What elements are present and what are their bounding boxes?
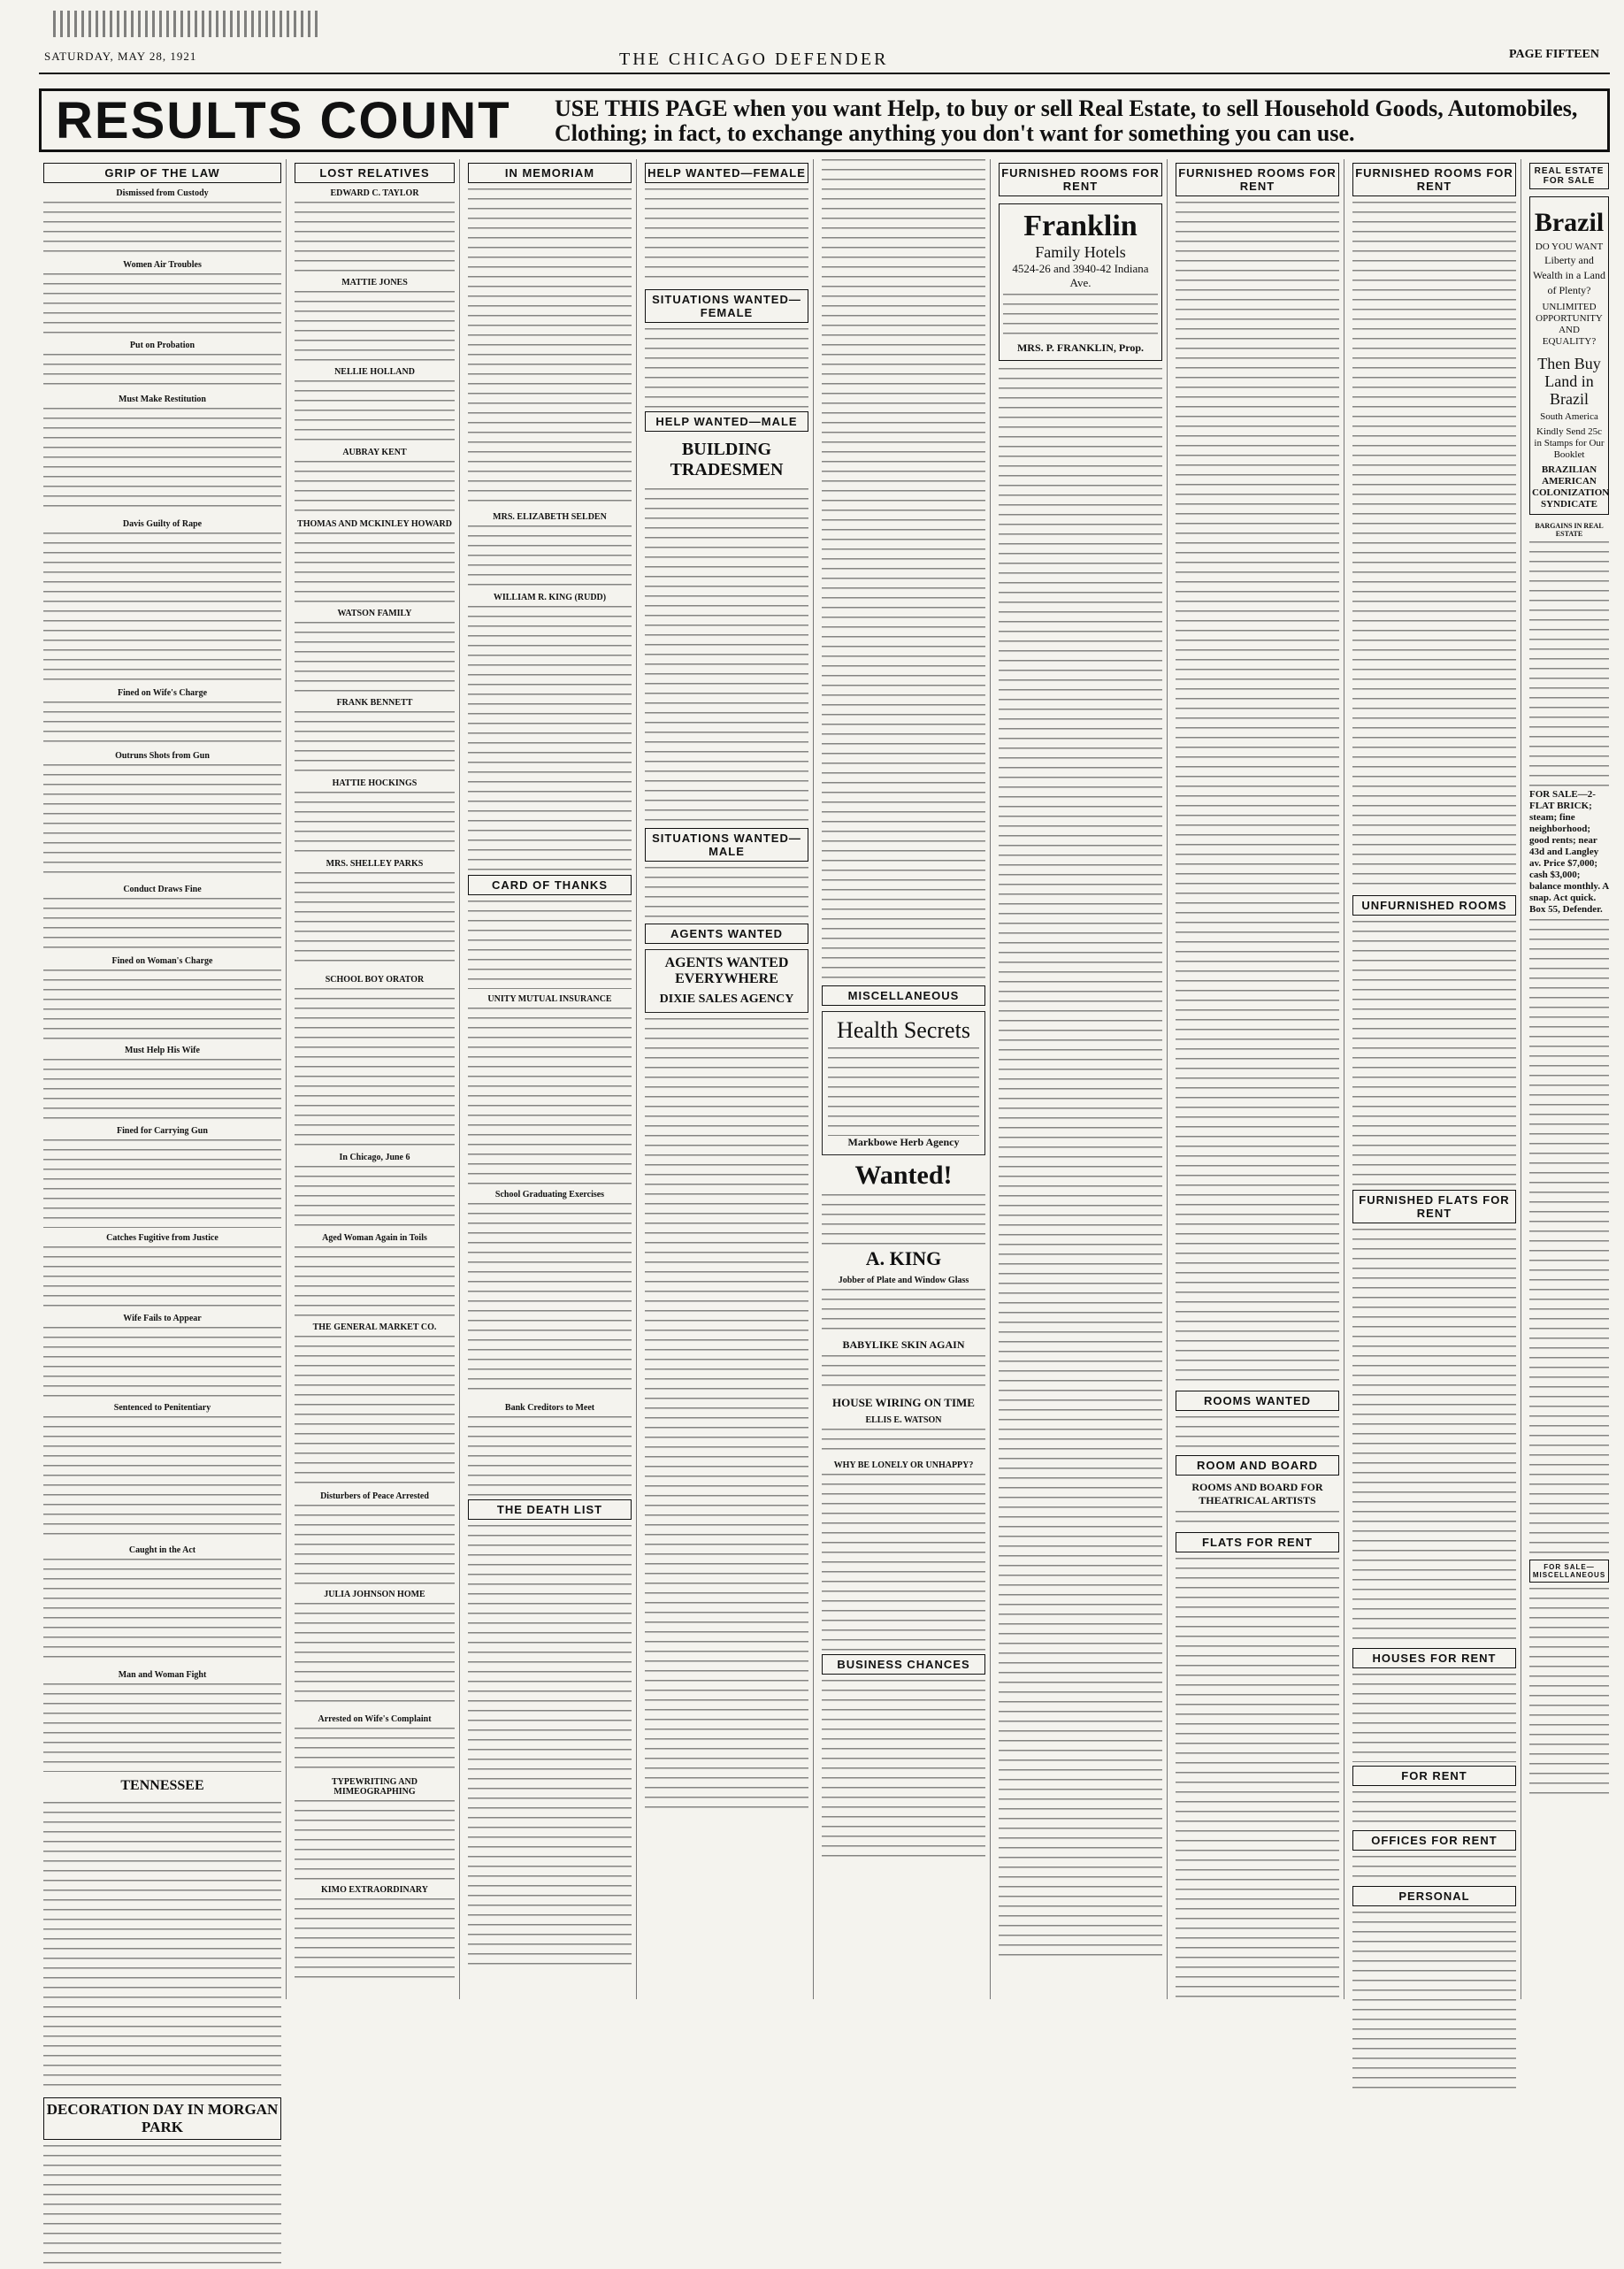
for-sale-ad: FOR SALE—2-FLAT BRICK; steam; fine neighborhood; good rents; near 43d and Langley av. Price $7,000; cash $3,000; balance monthly. A snap. Act quick. Box 55, Defender.: [1529, 789, 1609, 915]
text-lines: [295, 1800, 455, 1880]
item-subhead: Fined on Woman's Charge: [111, 956, 213, 966]
section-heading: IN MEMORIAM: [468, 163, 632, 183]
item-subhead: THOMAS AND MCKINLEY HOWARD: [297, 519, 452, 529]
column-miscellaneous: [817, 159, 991, 1999]
masthead-ornament: [53, 11, 318, 37]
item-subhead: Arrested on Wife's Complaint: [318, 1714, 432, 1724]
masthead: [0, 0, 1624, 81]
item-subhead: MATTIE JONES: [341, 278, 408, 287]
item-list: [43, 188, 281, 1772]
brazil-want: DO YOU WANT: [1535, 241, 1604, 252]
text-lines: [43, 1246, 281, 1308]
column-furnished-rooms-2: [1171, 159, 1344, 1999]
text-lines: [645, 867, 808, 920]
section-heading: GRIP OF THE LAW: [43, 163, 281, 183]
babylike-title: BABYLIKE SKIN AGAIN: [842, 1338, 965, 1351]
text-lines: [295, 1336, 455, 1486]
item-subhead: Wife Fails to Appear: [123, 1314, 202, 1323]
lonely-title: WHY BE LONELY OR UNHAPPY?: [833, 1460, 974, 1470]
death-list-heading: THE DEATH LIST: [468, 1499, 632, 1520]
text-lines: [295, 1505, 455, 1584]
item-subhead: FRANK BENNETT: [336, 698, 413, 708]
text-lines: [295, 1246, 455, 1317]
text-lines: [295, 1898, 455, 1978]
brazil-title: Brazil: [1534, 208, 1605, 237]
room-board-heading: ROOM AND BOARD: [1176, 1455, 1339, 1476]
text-lines: [43, 898, 281, 951]
item-subhead: Fined for Carrying Gun: [117, 1126, 208, 1136]
brazil-ad: [1529, 196, 1609, 515]
text-lines: [822, 1289, 985, 1333]
banner-text: USE THIS PAGE when you want Help, to buy or sell Real Estate, to sell Household Goods, Automobiles, Clothing; in fact, to exchange anything you don't want for something you can use.: [555, 96, 1578, 146]
misc-heading: MISCELLANEOUS: [822, 985, 985, 1006]
wanted-title: Wanted!: [854, 1161, 953, 1190]
text-lines: [43, 970, 281, 1040]
misc-sale-heading: FOR SALE—MISCELLANEOUS: [1529, 1560, 1609, 1583]
text-lines: [295, 988, 455, 1147]
item-subhead: HATTIE HOCKINGS: [332, 778, 417, 788]
text-lines: [1352, 1229, 1516, 1644]
item-subhead: EDWARD C. TAYLOR: [330, 188, 419, 198]
text-lines: [645, 488, 808, 824]
column-furnished-rooms-3: [1348, 159, 1521, 1999]
franklin-prop: MRS. P. FRANKLIN, Prop.: [1016, 341, 1144, 354]
card-of-thanks-heading: CARD OF THANKS: [468, 875, 632, 895]
text-lines: [295, 461, 455, 514]
text-lines: [43, 273, 281, 335]
brazil-unlimited: UNLIMITED OPPORTUNITY AND EQUALITY?: [1536, 302, 1603, 347]
item-subhead: In Chicago, June 6: [339, 1153, 410, 1162]
item-subhead: TYPEWRITING AND MIMEOGRAPHING: [332, 1777, 417, 1797]
text-lines: [468, 1525, 632, 1967]
situations-female-heading: SITUATIONS WANTED—FEMALE: [645, 289, 808, 323]
text-lines: [1003, 294, 1158, 338]
column-lost-relatives: [290, 159, 460, 1999]
text-lines: [468, 1203, 632, 1398]
text-lines: [468, 901, 632, 989]
text-lines: [43, 764, 281, 879]
offices-heading: OFFICES FOR RENT: [1352, 1830, 1516, 1851]
text-lines: [1529, 919, 1609, 1556]
flats-heading: FLATS FOR RENT: [1176, 1532, 1339, 1552]
text-lines: [822, 1474, 985, 1651]
item-subhead: Dismissed from Custody: [116, 188, 209, 198]
brazil-then-buy: Then Buy Land in Brazil: [1537, 355, 1601, 408]
text-lines: [295, 872, 455, 970]
text-lines: [295, 711, 455, 773]
text-lines: [1176, 1558, 1339, 2000]
item-subhead: Conduct Draws Fine: [123, 885, 202, 894]
item-subhead: UNITY MUTUAL INSURANCE: [487, 994, 612, 1004]
rooms-wanted-heading: ROOMS WANTED: [1176, 1391, 1339, 1411]
text-lines: [43, 408, 281, 514]
column-real-estate: [1525, 159, 1613, 1999]
for-rent-heading: FOR RENT: [1352, 1766, 1516, 1786]
text-lines: [43, 1327, 281, 1398]
text-lines: [468, 188, 632, 507]
theatrical-title: ROOMS AND BOARD FOR THEATRICAL ARTISTS: [1191, 1481, 1323, 1506]
agents-ad-title: AGENTS WANTED EVERYWHERE: [664, 955, 789, 986]
text-lines: [43, 2145, 281, 2269]
item-subhead: Davis Guilty of Rape: [122, 519, 203, 529]
text-lines: [1176, 1416, 1339, 1452]
text-lines: [822, 159, 985, 982]
column-grip-of-law: [39, 159, 287, 2135]
banner-title: RESULTS COUNT: [56, 92, 511, 149]
text-lines: [1352, 921, 1516, 1186]
item-subhead: MRS. SHELLEY PARKS: [326, 859, 424, 869]
personal-heading: PERSONAL: [1352, 1886, 1516, 1906]
section-heading: LOST RELATIVES: [295, 163, 455, 183]
tennessee-heading: TENNESSEE: [120, 1778, 204, 1793]
item-subhead: Catches Fugitive from Justice: [106, 1233, 218, 1243]
item-subhead: Fined on Wife's Charge: [117, 688, 208, 698]
text-lines: [43, 533, 281, 683]
text-lines: [43, 701, 281, 746]
item-subhead: AUBRAY KENT: [342, 448, 407, 457]
item-subhead: SCHOOL BOY ORATOR: [325, 975, 425, 985]
item-subhead: Sentenced to Penitentiary: [113, 1403, 211, 1413]
text-lines: [43, 1139, 281, 1228]
section-heading: FURNISHED ROOMS FOR RENT: [999, 163, 1162, 196]
text-lines: [1529, 541, 1609, 789]
item-subhead: WILLIAM R. KING (RUDD): [493, 593, 607, 602]
item-subhead: KIMO EXTRAORDINARY: [320, 1885, 429, 1895]
brazil-syndicate: BRAZILIAN AMERICAN COLONIZATION SYNDICATE: [1532, 464, 1610, 510]
unfurnished-heading: UNFURNISHED ROOMS: [1352, 895, 1516, 916]
text-lines: [468, 606, 632, 871]
text-lines: [1352, 1856, 1516, 1882]
house-wiring-title: HOUSE WIRING ON TIME: [832, 1396, 975, 1409]
text-lines: [295, 1166, 455, 1228]
text-lines: [295, 792, 455, 854]
decoration-day-heading: DECORATION DAY IN MORGAN PARK: [43, 2097, 281, 2140]
section-heading: FURNISHED ROOMS FOR RENT: [1176, 163, 1339, 196]
text-lines: [468, 525, 632, 587]
item-subhead: WATSON FAMILY: [337, 609, 412, 618]
text-lines: [295, 1603, 455, 1709]
text-lines: [43, 1059, 281, 1121]
text-lines: [43, 202, 281, 255]
brazil-booklet: Kindly Send 25c in Stamps for Our Booklet: [1534, 426, 1605, 460]
item-subhead: Women Air Troubles: [123, 260, 202, 270]
text-lines: [43, 1416, 281, 1540]
text-lines: [1352, 1674, 1516, 1762]
text-lines: [822, 1680, 985, 1857]
section-heading: FURNISHED ROOMS FOR RENT: [1352, 163, 1516, 196]
text-lines: [1352, 1912, 1516, 2089]
item-subhead: School Graduating Exercises: [494, 1190, 605, 1200]
item-subhead: Bank Creditors to Meet: [504, 1403, 595, 1413]
text-lines: [1529, 1588, 1609, 1800]
section-heading: REAL ESTATE FOR SALE: [1529, 163, 1609, 189]
item-subhead: THE GENERAL MARKET CO.: [312, 1322, 437, 1332]
item-subhead: Outruns Shots from Gun: [115, 751, 210, 761]
column-furnished-rooms-1: [994, 159, 1168, 1999]
bargains-title: BARGAINS IN REAL ESTATE: [1535, 522, 1604, 538]
text-lines: [295, 380, 455, 442]
text-lines: [1352, 1791, 1516, 1827]
franklin-name: Franklin: [1023, 210, 1138, 242]
text-lines: [822, 1355, 985, 1391]
help-male-heading: HELP WANTED—MALE: [645, 411, 808, 432]
text-lines: [295, 202, 455, 272]
item-subhead: MRS. ELIZABETH SELDEN: [493, 512, 607, 522]
king-text: Jobber of Plate and Window Glass: [838, 1276, 969, 1285]
business-chances-heading: BUSINESS CHANCES: [822, 1654, 985, 1675]
help-female-heading: HELP WANTED—FEMALE: [645, 163, 808, 183]
text-lines: [645, 1018, 808, 1814]
brazil-liberty: Liberty and Wealth in a Land of Plenty?: [1532, 254, 1605, 296]
franklin-hotels-ad: [999, 203, 1162, 361]
item-subhead: Aged Woman Again in Toils: [322, 1233, 427, 1243]
item-subhead: Disturbers of Peace Arrested: [320, 1491, 429, 1501]
text-lines: [468, 1416, 632, 1496]
king-name: A. KING: [865, 1247, 942, 1269]
page-number: PAGE FIFTEEN: [1508, 48, 1599, 61]
agents-ad: [645, 949, 808, 1013]
houses-heading: HOUSES FOR RENT: [1352, 1648, 1516, 1668]
franklin-sub: Family Hotels: [1035, 243, 1126, 261]
franklin-address: 4524-26 and 3940-42 Indiana Ave.: [1012, 262, 1149, 289]
health-secrets-title: Health Secrets: [837, 1017, 970, 1043]
column-memoriam: [463, 159, 637, 1999]
text-lines: [43, 1802, 281, 2094]
item-subhead: Must Make Restitution: [119, 395, 206, 404]
text-lines: [828, 1047, 979, 1136]
text-lines: [295, 291, 455, 362]
furnished-flats-heading: FURNISHED FLATS FOR RENT: [1352, 1190, 1516, 1223]
health-secrets-ad: [822, 1011, 985, 1155]
column-help-wanted: [640, 159, 814, 1999]
item-subhead: Must Help His Wife: [125, 1046, 200, 1055]
markbowe-agency: Markbowe Herb Agency: [847, 1136, 960, 1148]
masthead-rule: [39, 73, 1610, 74]
text-lines: [822, 1429, 985, 1455]
text-lines: [645, 328, 808, 408]
text-lines: [43, 1559, 281, 1665]
item-subhead: Man and Woman Fight: [118, 1670, 207, 1680]
dateline: SATURDAY, MAY 28, 1921: [44, 50, 197, 63]
item-subhead: Caught in the Act: [128, 1545, 196, 1555]
text-lines: [1176, 202, 1339, 1387]
item-subhead: NELLIE HOLLAND: [334, 367, 415, 377]
newspaper-name: THE CHICAGO DEFENDER: [619, 50, 889, 69]
text-lines: [1176, 1511, 1339, 1529]
item-subhead: Put on Probation: [129, 341, 195, 350]
text-lines: [295, 533, 455, 603]
text-lines: [43, 1683, 281, 1772]
text-lines: [1352, 202, 1516, 892]
situations-male-heading: SITUATIONS WANTED—MALE: [645, 828, 808, 862]
text-lines: [43, 354, 281, 389]
watson-name: ELLIS E. WATSON: [865, 1415, 942, 1425]
results-count-banner: [39, 88, 1610, 152]
text-lines: [999, 368, 1162, 1960]
text-lines: [468, 1008, 632, 1184]
text-lines: [645, 188, 808, 286]
text-lines: [822, 1194, 985, 1247]
dixie-agency: DIXIE SALES AGENCY: [659, 993, 794, 1006]
item-subhead: JULIA JOHNSON HOME: [324, 1590, 425, 1599]
text-lines: [295, 622, 455, 693]
agents-heading: AGENTS WANTED: [645, 924, 808, 944]
building-tradesmen: BUILDING TRADESMEN: [670, 440, 784, 479]
brazil-south-america: South America: [1540, 411, 1598, 422]
text-lines: [295, 1728, 455, 1772]
